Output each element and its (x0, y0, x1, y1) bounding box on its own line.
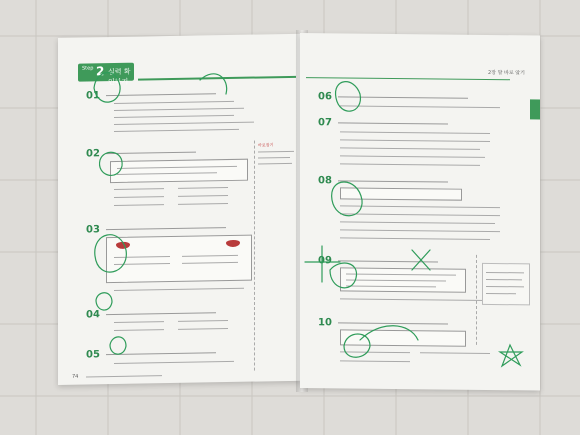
question-number: 02 (86, 148, 100, 160)
option-line (114, 129, 239, 132)
chapter-tab (530, 99, 540, 119)
option-line (420, 352, 490, 354)
option-line (340, 205, 500, 208)
option-line (340, 139, 490, 142)
option-line (340, 105, 500, 108)
option-line (340, 360, 410, 362)
step-badge (78, 63, 134, 87)
question-number: 09 (318, 255, 332, 267)
question-text (338, 180, 448, 182)
option-line (340, 213, 500, 216)
question-number: 06 (318, 91, 332, 103)
question-number: 04 (86, 309, 100, 321)
option-line (178, 320, 228, 322)
option-line (178, 195, 228, 197)
step-header (78, 60, 300, 87)
option-line (178, 187, 228, 189)
page-header: 2장 말 바로 알기 (488, 69, 525, 77)
question-number: 07 (318, 117, 332, 129)
passage-box (340, 267, 466, 292)
step-number: 2 (96, 64, 105, 79)
option-line (114, 101, 234, 104)
option-line (178, 328, 228, 330)
option-line (114, 321, 164, 323)
option-line (114, 361, 234, 364)
question-number: 05 (86, 349, 100, 361)
note-box (482, 263, 530, 306)
header-rule (138, 76, 296, 81)
question-text (338, 322, 448, 324)
option-line (340, 351, 410, 353)
question-text (106, 352, 216, 355)
side-column (254, 140, 299, 371)
step-title: 실력 확인하기 (108, 67, 131, 87)
footer-line (86, 375, 162, 378)
option-line (340, 229, 500, 232)
question-text (106, 312, 216, 315)
option-line (114, 115, 234, 118)
option-line (340, 131, 490, 134)
option-line (114, 204, 164, 206)
question-number: 03 (86, 224, 100, 236)
right-page (300, 33, 540, 391)
option-line (114, 329, 164, 331)
passage-box (340, 329, 466, 346)
passage-box (340, 187, 462, 200)
question-text (338, 260, 438, 262)
option-line (340, 147, 480, 150)
question-text (338, 96, 468, 99)
tip-label: 바로잡기 (258, 142, 274, 148)
option-line (340, 221, 495, 224)
option-line (340, 155, 485, 158)
question-text (106, 152, 196, 155)
question-number: 01 (86, 90, 100, 102)
step-label: Step (82, 65, 94, 72)
page-number: 74 (72, 373, 79, 380)
option-line (114, 196, 164, 198)
option-line (340, 237, 490, 240)
option-line (114, 288, 244, 292)
header-rule (306, 77, 510, 80)
option-line (340, 163, 480, 166)
passage-box (110, 159, 248, 183)
left-page (58, 34, 303, 385)
option-line (114, 188, 164, 190)
option-line (178, 203, 228, 205)
question-text (106, 227, 226, 230)
question-text (338, 122, 448, 124)
option-line (114, 108, 244, 112)
question-text (106, 93, 216, 96)
question-number: 08 (318, 175, 332, 187)
option-line (114, 122, 254, 126)
question-number: 10 (318, 317, 332, 329)
